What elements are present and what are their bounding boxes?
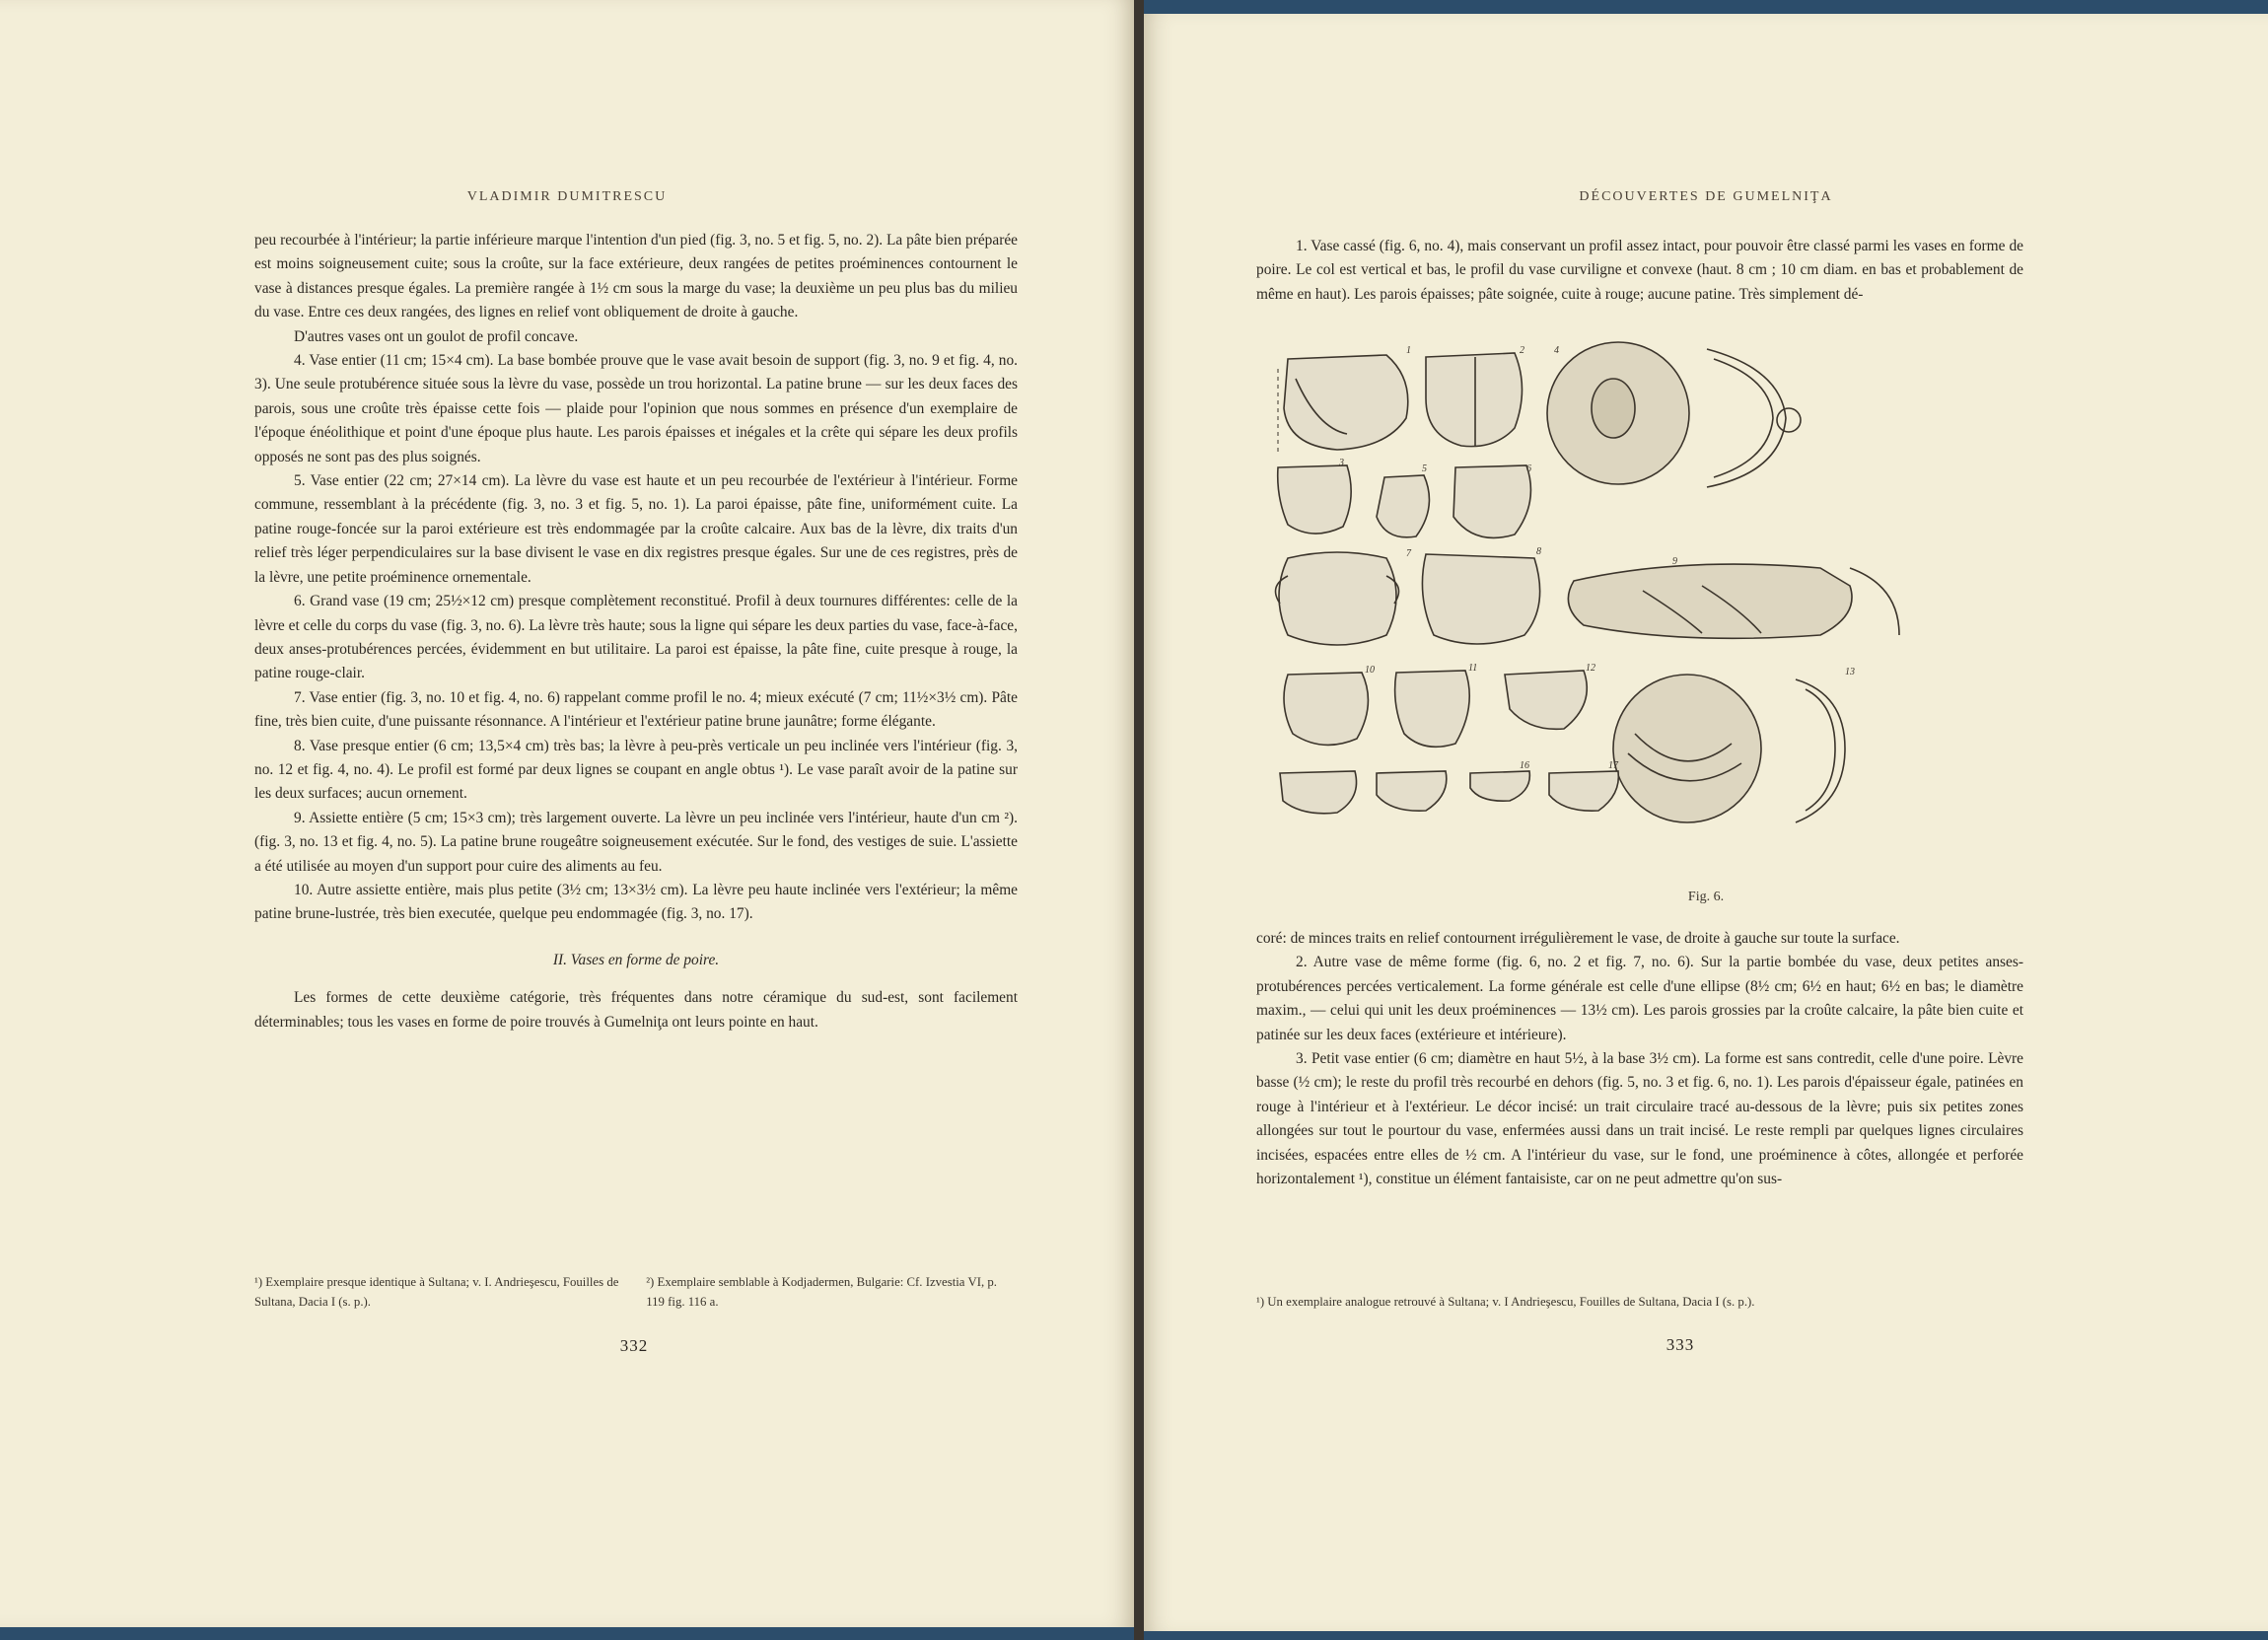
vessel-drawing-9 bbox=[1568, 564, 1899, 638]
paragraph: 9. Assiette entière (5 cm; 15×3 cm); très largement ouverte. La lèvre un peu inclinée vers l'intérieur, haute d'un cm ²). (fig. 3, no. 13 et fig. 4, no. 5). La patine brune rougeâtre soigneusement exécutée. Sur le fond, des vestiges de suie. L'assiette a été utilisée au moyen d'un support pour cuire des aliments au feu. bbox=[254, 809, 1018, 875]
figure-caption: Fig. 6. bbox=[1687, 890, 1725, 904]
paragraph: 8. Vase presque entier (6 cm; 13,5×4 cm) très bas; la lèvre à peu-près verticale un peu inclinée vers l'intérieur (fig. 3, no. 12 et fig. 4, no. 4). Le profil est formé par deux lignes se coupant en angle obtus ¹). Le vase paraît avoir de la patine sur les deux surfaces; aucun ornement. bbox=[254, 737, 1018, 803]
running-head-right: DÉCOUVERTES DE GUMELNIŢA bbox=[1579, 189, 1833, 204]
right-footnote: ¹) Un exemplaire analogue retrouvé à Sultana; v. I Andrieşescu, Fouilles de Sultana, Dacia I (s. p.). bbox=[1256, 1295, 1755, 1309]
figure-number: 12 bbox=[1586, 663, 1595, 674]
figure-number: 9 bbox=[1672, 556, 1677, 567]
pottery-figure bbox=[1268, 339, 2136, 891]
paragraph: 7. Vase entier (fig. 3, no. 10 et fig. 4, no. 6) rappelant comme profil le no. 4; mieux exécuté (7 cm; 11½×3½ cm). Pâte fine, très bien cuite, d'une puissante résonnance. A l'intérieur et l'extérieur patine brune jaunâtre; forme élégante. bbox=[254, 688, 1018, 731]
vessel-drawing-17 bbox=[1549, 771, 1618, 811]
figure-number: 10 bbox=[1365, 665, 1375, 676]
book-gutter bbox=[1134, 0, 1144, 1640]
page-number: 333 bbox=[1666, 1335, 1695, 1354]
figure-number: 11 bbox=[1468, 663, 1478, 674]
paragraph: 1. Vase cassé (fig. 6, no. 4), mais conservant un profil assez intact, pour pouvoir être classé parmi les vases en forme de poire. Le col est vertical et bas, le profil du vase curviligne et convexe (haut. 8 cm ; 10 cm diam. en bas et probablement de même en haut). Les parois épaisses; pâte soignée, cuite à rouge; aucune patine. Très simplement dé- bbox=[1256, 238, 2023, 303]
vessel-drawing-10 bbox=[1284, 673, 1368, 745]
figure-number: 17 bbox=[1608, 760, 1618, 771]
figure-number: 7 bbox=[1406, 548, 1411, 559]
figure-number: 16 bbox=[1520, 760, 1529, 771]
vessel-drawing-2 bbox=[1426, 353, 1523, 447]
section-title: II. Vases en forme de poire. bbox=[552, 951, 720, 968]
footnote: ¹) Exemplaire presque identique à Sultana; v. I. Andrieşescu, Fouilles de Sultana, Dacia I (s. p.). bbox=[254, 1275, 619, 1309]
right-page bbox=[1144, 14, 2268, 1631]
vessel-drawing-12 bbox=[1505, 671, 1587, 729]
vessel-drawing-8 bbox=[1422, 554, 1539, 644]
footnote: ²) Exemplaire semblable à Kodjadermen, Bulgarie: Cf. Izvestia VI, p. 119 fig. 116 a. bbox=[646, 1275, 997, 1309]
figure-number: 13 bbox=[1845, 667, 1855, 677]
figure-number: 8 bbox=[1536, 546, 1541, 557]
figure-number: 6 bbox=[1526, 463, 1531, 474]
paragraph: 5. Vase entier (22 cm; 27×14 cm). La lèvre du vase est haute et un peu recourbée de l'extérieur à l'intérieur. Forme commune, ressemblant à la précédente (fig. 3, no. 3 et fig. 5, no. 1). La paroi épaisse, pâte fine, uniformément cuite. La patine rouge-foncée sur la paroi extérieure est très endommagée par la croûte calcaire. Aux bas de la lèvre, dix traits d'un relief très léger perpendiculaires sur la base divisent le vase en dix registres presque égales. Sur une de ces registres, près de la lèvre, une petite proéminence ornementale. bbox=[254, 472, 1018, 586]
paragraph: 3. Petit vase entier (6 cm; diamètre en haut 5½, à la base 3½ cm). La forme est sans contredit, celle d'une poire. Lèvre basse (½ cm); le reste du profil très recourbé en dehors (fig. 5, no. 3 et fig. 6, no. 1). Les parois d'épaisseur égale, patinées en rouge à l'intérieur et à l'extérieur. Le décor incisé: un trait circulaire tracé au-dessous de la lèvre; puis six petites zones allongées sur tout le pourtour du vase, enfermées aussi dans un trait incisé. Le reste rempli par quelques lignes circulaires incisées, espacées entre elles de ½ cm. A l'intérieur du vase, sur le fond, une proéminence à côtes, allongée et perforée horizontalement ¹), constitue un élément fantaisiste, car on ne peut admettre qu'on sus- bbox=[1256, 1050, 2023, 1188]
vessel-drawing-1 bbox=[1278, 355, 1408, 453]
figure-number: 3 bbox=[1339, 458, 1344, 468]
figure-number: 1 bbox=[1406, 345, 1411, 356]
paragraph: 4. Vase entier (11 cm; 15×4 cm). La base bombée prouve que le vase avait besoin de support (fig. 3, no. 9 et fig. 4, no. 3). Une seule protubérence située sous la lèvre du vase, possède un trou horizontal. La patine brune — sur les deux faces des parois, sous une croûte très épaisse cette fois — plaide pour l'opinion que nous sommes en présence d'un exemplaire de l'époque énéolithique et point d'une époque plus haute. Les parois épaisses et inégales et la crête qui sépare les deux profils opposés ne sont pas des plus soignés. bbox=[254, 352, 1018, 465]
figure-number: 2 bbox=[1520, 345, 1524, 356]
figure-number: 4 bbox=[1554, 345, 1559, 356]
running-head-left: VLADIMIR DUMITRESCU bbox=[466, 189, 668, 204]
paragraph: Les formes de cette deuxième catégorie, très fréquentes dans notre céramique du sud-est, sont facilement déterminables; tous les vases en forme de poire trouvés à Gumelniţa ont leurs pointe en haut. bbox=[254, 989, 1018, 1031]
paragraph: 2. Autre vase de même forme (fig. 6, no. 2 et fig. 7, no. 6). Sur la partie bombée du vase, deux petites anses-protubérences percées verticalement. La forme générale est celle d'une ellipse (8½ cm; 6½ en haut; 6½ en bas; le diamètre maxim., — celui qui unit les deux proéminences — 13½ cm). Les parois grossies par la croûte calcaire, la pâte bien cuite et patinée sur les deux faces (extérieure et intérieure). bbox=[1256, 954, 2023, 1043]
paragraph: 6. Grand vase (19 cm; 25½×12 cm) presque complètement reconstitué. Profil à deux tournures différentes: celle de la lèvre et celle du corps du vase (fig. 3, no. 6). La lèvre très haute; sous la ligne qui sépare les deux parties du vase, face-à-face, deux anses-protubérences percées, évidemment en but utilitaire. La paroi est épaisse, la pâte fine, cuite presque à rouge, la patine rouge-clair. bbox=[254, 593, 1018, 682]
vessel-drawing-15 bbox=[1377, 771, 1447, 811]
vessel-drawing-7 bbox=[1276, 552, 1399, 645]
vessel-drawing-3 bbox=[1278, 465, 1351, 534]
vessel-drawing-6 bbox=[1453, 465, 1530, 537]
right-body-text bbox=[1256, 927, 2023, 1191]
page-number: 332 bbox=[619, 1336, 649, 1355]
vessel-drawing-5 bbox=[1377, 475, 1429, 537]
book-cover-edge bbox=[1144, 0, 2268, 14]
paragraph: 10. Autre assiette entière, mais plus petite (3½ cm; 13×3½ cm). La lèvre peu haute inclinée vers l'extérieur; la même patine brune-lustrée, très bien executée, quelque peu endommagée (fig. 3, no. 17). bbox=[254, 881, 1018, 923]
right-intro-text bbox=[1256, 235, 2023, 307]
vessel-profile-13 bbox=[1796, 679, 1845, 822]
vessel-drawing-14 bbox=[1280, 771, 1357, 814]
figure-number: 5 bbox=[1422, 463, 1427, 474]
vessel-drawing-16 bbox=[1470, 771, 1529, 801]
paragraph: D'autres vases ont un goulot de profil concave. bbox=[294, 327, 579, 345]
left-footnotes bbox=[254, 1272, 1018, 1312]
left-page bbox=[0, 0, 1134, 1627]
paragraph: coré: de minces traits en relief contournent irrégulièrement le vase, de droite à gauche sur toute la surface. bbox=[1256, 930, 1900, 947]
paragraph: peu recourbée à l'intérieur; la partie inférieure marque l'intention d'un pied (fig. 3, no. 5 et fig. 5, no. 2). La pâte bien préparée est moins soigneusement cuite; sous la croûte, sur la face extérieure, deux rangées de petites proéminences contournent le vase à distances presque égales. La première rangée à 1½ cm sous la marge du vase; la deuxième un peu plus bas du milieu du vase. Entre ces deux rangées, des lignes en relief vont obliquement de droite à gauche. bbox=[254, 232, 1018, 321]
vessel-profile-4 bbox=[1707, 349, 1801, 487]
vessel-drawing-plate-13 bbox=[1613, 675, 1761, 822]
vessel-drawing-4-plate bbox=[1547, 342, 1689, 484]
left-body-text bbox=[254, 229, 1018, 1034]
vessel-drawing-11 bbox=[1395, 671, 1470, 747]
